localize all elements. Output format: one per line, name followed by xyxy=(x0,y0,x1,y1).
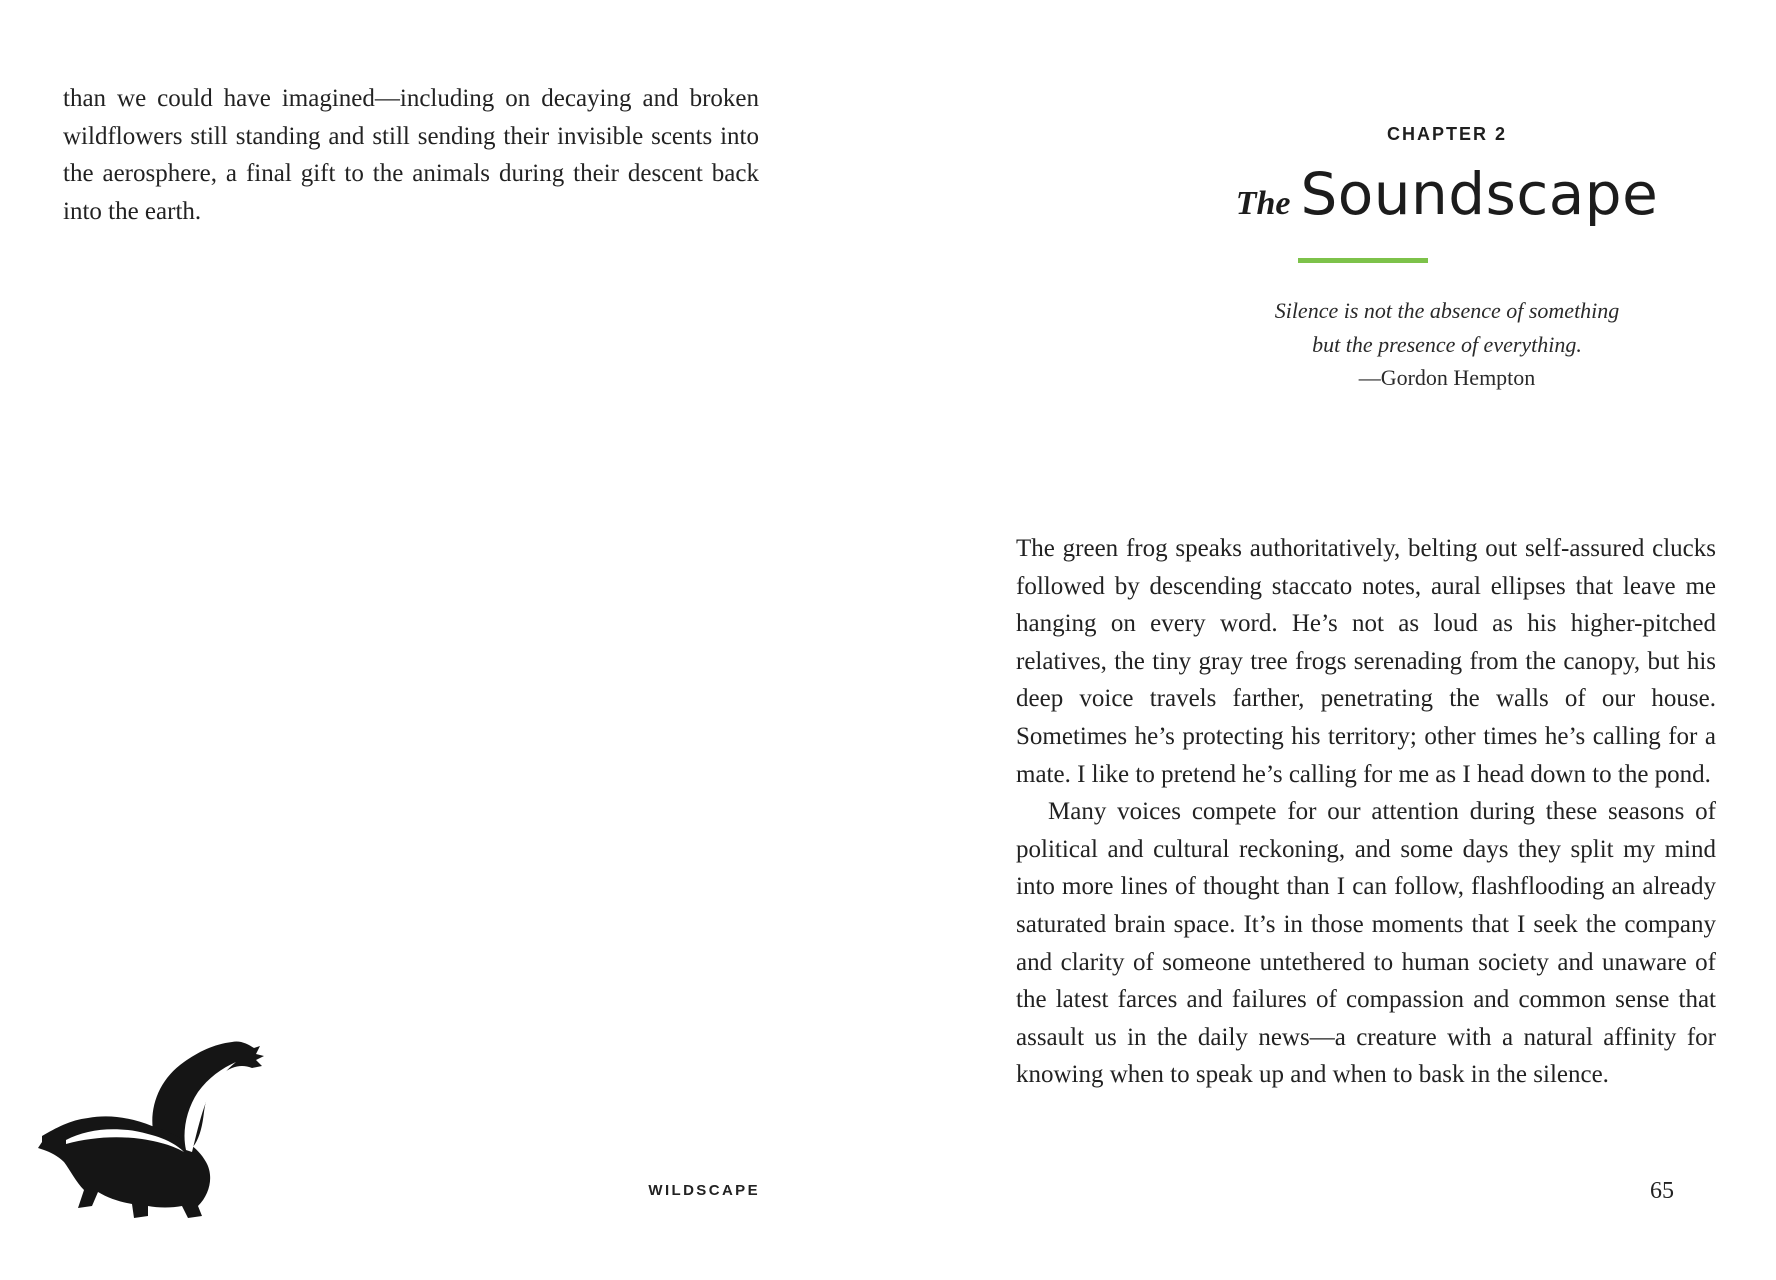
chapter-title xyxy=(888,160,1776,228)
chapter-body xyxy=(1016,530,1716,1094)
continued-paragraph: than we could have imagined—including on decaying and broken wildflowers still standing and still sending their invisible scents into the aerosphere, a final gift to the animals during their descent back into the earth. xyxy=(63,85,759,225)
chapter-title-prefix: The xyxy=(1235,185,1291,222)
right-page xyxy=(888,0,1776,1280)
chapter-label: CHAPTER 2 xyxy=(1386,124,1507,144)
epigraph-attribution: —Gordon Hempton xyxy=(1358,365,1536,390)
epigraph-line-1: Silence is not the absence of something xyxy=(1274,298,1620,323)
paragraph-1: The green frog speaks authoritatively, belting out self-assured clucks followed by descending staccato notes, aural ellipses that leave me hanging on every word. He’s not as loud as his higher-pitched relatives, the tiny gray tree frogs serenading from the canopy, but his deep voice travels farther, penetrating the walls of our house. Sometimes he’s protecting his territory; other times he’s calling for a mate. I like to pretend he’s calling for me as I head down to the pond. xyxy=(1016,535,1716,788)
running-head: WILDSCAPE xyxy=(648,1182,760,1199)
page-number: 65 xyxy=(1650,1178,1674,1204)
epigraph-line-2: but the presence of everything. xyxy=(1312,331,1582,357)
chapter-title-main: Soundscape xyxy=(1300,160,1659,228)
paragraph-2: Many voices compete for our attention during these seasons of political and cultural reckoning, and some days they split my mind into more lines of thought than I can follow, flashflooding an already saturated brain space. It’s in those moments that I seek the company and clarity of someone untethered to human society and unaware of the latest farces and failures of compassion and common sense that assault us in the daily news—a creature with a natural affinity for knowing when to speak up and when to bask in the silence. xyxy=(1016,798,1716,1089)
skunk-icon xyxy=(36,1040,266,1222)
epigraph xyxy=(888,294,1776,395)
title-rule xyxy=(1298,258,1428,263)
